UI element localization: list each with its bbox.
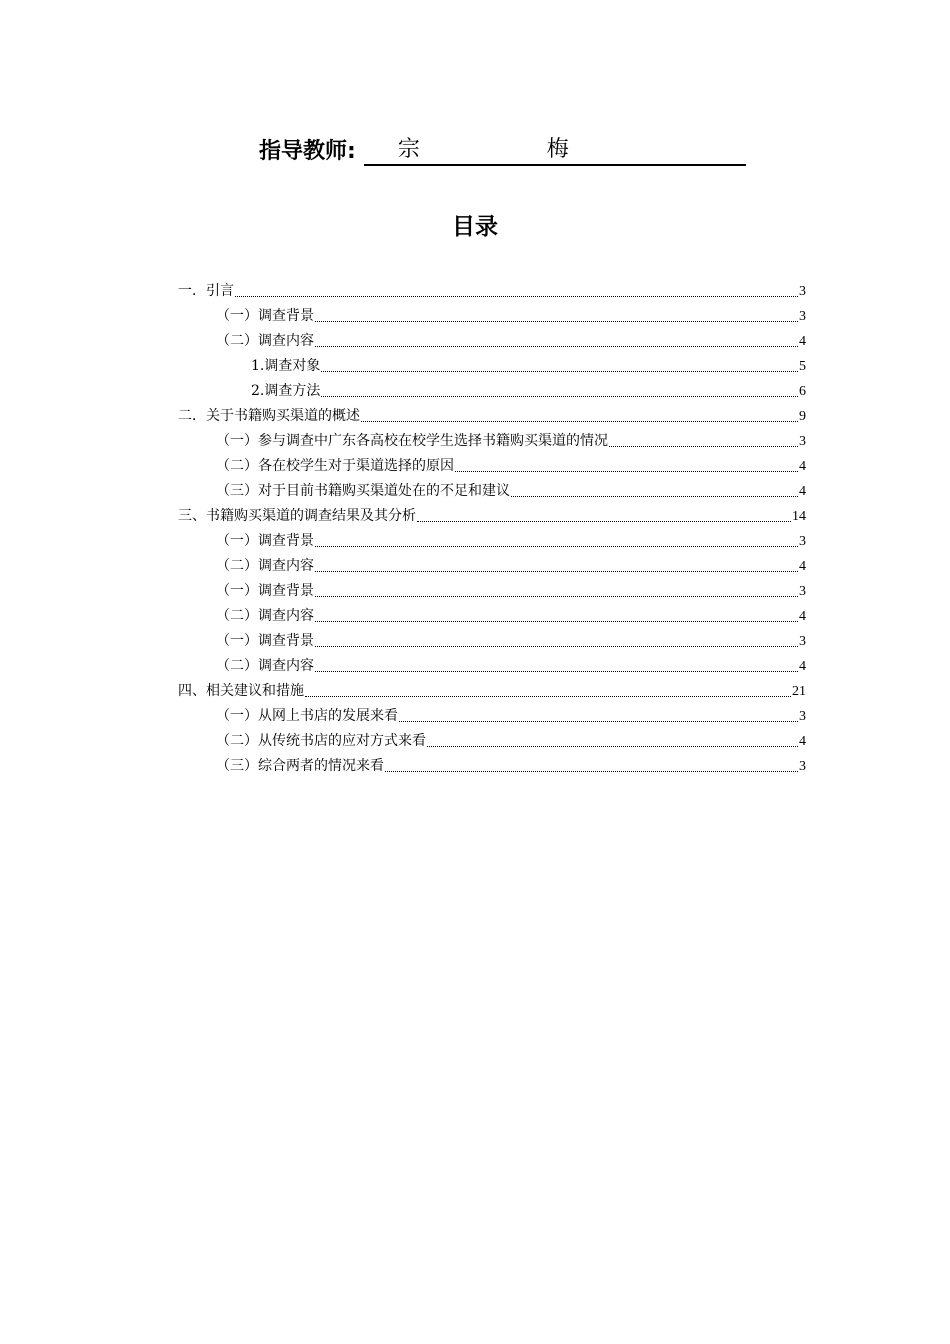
toc-entry[interactable] bbox=[178, 379, 806, 404]
toc-entry-page: 3 bbox=[799, 634, 806, 649]
toc-entry[interactable] bbox=[178, 629, 806, 654]
toc-entry[interactable] bbox=[178, 354, 806, 379]
toc-entry-title: （二）调查内容 bbox=[216, 333, 314, 349]
toc-entry-title: （一）参与调查中广东各高校在校学生选择书籍购买渠道的情况 bbox=[216, 433, 608, 449]
advisor-name-underline bbox=[364, 136, 746, 166]
toc-entry-title: （二）调查内容 bbox=[216, 658, 314, 674]
toc-entry[interactable] bbox=[178, 604, 806, 629]
toc-entry-title: （二）调查内容 bbox=[216, 608, 314, 624]
toc-entry-title: 一．引言 bbox=[178, 283, 234, 299]
toc-entry-page: 4 bbox=[799, 734, 806, 749]
toc-entry-title: 三、书籍购买渠道的调查结果及其分析 bbox=[178, 508, 416, 524]
toc-dot-leader bbox=[511, 495, 798, 497]
toc-entry-title: 四、相关建议和措施 bbox=[178, 683, 304, 699]
toc-dot-leader bbox=[315, 345, 798, 347]
toc-title: 目录 bbox=[452, 214, 498, 240]
toc-entry[interactable] bbox=[178, 704, 806, 729]
toc-dot-leader bbox=[315, 645, 798, 647]
toc-entry[interactable] bbox=[178, 479, 806, 504]
toc-entry[interactable] bbox=[178, 329, 806, 354]
toc-dot-leader bbox=[361, 420, 798, 422]
toc-entry-page: 4 bbox=[799, 459, 806, 474]
toc-entry-title: 2.调查方法 bbox=[251, 383, 321, 399]
toc-entry[interactable] bbox=[178, 654, 806, 679]
toc-entry-title: （一）调查背景 bbox=[216, 633, 314, 649]
toc-entry-page: 4 bbox=[799, 609, 806, 624]
toc-entry[interactable] bbox=[178, 729, 806, 754]
toc-dot-leader bbox=[455, 470, 798, 472]
toc-dot-leader bbox=[235, 295, 798, 297]
toc-dot-leader bbox=[315, 570, 798, 572]
advisor-line bbox=[259, 134, 746, 166]
toc-dot-leader bbox=[315, 545, 798, 547]
toc-entry[interactable] bbox=[178, 579, 806, 604]
toc-entry-title: （二）从传统书店的应对方式来看 bbox=[216, 733, 426, 749]
toc-dot-leader bbox=[321, 370, 798, 372]
toc-entry[interactable] bbox=[178, 679, 806, 704]
toc-dot-leader bbox=[315, 670, 798, 672]
toc-dot-leader bbox=[609, 445, 798, 447]
toc-entry[interactable] bbox=[178, 404, 806, 429]
toc-entry[interactable] bbox=[178, 279, 806, 304]
toc-entry-page: 3 bbox=[799, 709, 806, 724]
toc-entry-page: 9 bbox=[799, 409, 806, 424]
toc-dot-leader bbox=[417, 520, 791, 522]
toc-dot-leader bbox=[385, 770, 798, 772]
toc-entry-title: （三）综合两者的情况来看 bbox=[216, 758, 384, 774]
toc-dot-leader bbox=[305, 695, 791, 697]
toc-entry-title: （一）调查背景 bbox=[216, 533, 314, 549]
toc-entry[interactable] bbox=[178, 554, 806, 579]
toc-entry-page: 4 bbox=[799, 659, 806, 674]
toc-entry-page: 4 bbox=[799, 334, 806, 349]
toc-entry-page: 3 bbox=[799, 534, 806, 549]
toc-entry[interactable] bbox=[178, 504, 806, 529]
advisor-label: 指导教师: bbox=[259, 139, 356, 164]
toc-entry-title: 二．关于书籍购买渠道的概述 bbox=[178, 408, 360, 424]
toc-entry-page: 3 bbox=[799, 284, 806, 299]
toc-entry[interactable] bbox=[178, 529, 806, 554]
toc-dot-leader bbox=[399, 720, 798, 722]
toc-entry-page: 3 bbox=[799, 759, 806, 774]
advisor-name: 宗 梅 bbox=[397, 137, 629, 162]
toc-entry-title: （一）调查背景 bbox=[216, 583, 314, 599]
toc-entry-title: （三）对于目前书籍购买渠道处在的不足和建议 bbox=[216, 483, 510, 499]
toc-entry[interactable] bbox=[178, 304, 806, 329]
toc-entry-page: 4 bbox=[799, 559, 806, 574]
toc-dot-leader bbox=[315, 595, 798, 597]
toc-entry[interactable] bbox=[178, 429, 806, 454]
toc-entry-title: （一）从网上书店的发展来看 bbox=[216, 708, 398, 724]
toc-entry-page: 3 bbox=[799, 309, 806, 324]
toc-dot-leader bbox=[321, 395, 798, 397]
toc-entry-title: 1.调查对象 bbox=[251, 358, 321, 374]
toc-entry-title: （二）各在校学生对于渠道选择的原因 bbox=[216, 458, 454, 474]
toc-dot-leader bbox=[315, 320, 798, 322]
toc-entry-page: 3 bbox=[799, 584, 806, 599]
toc-entry-title: （二）调查内容 bbox=[216, 558, 314, 574]
toc-entry-page: 14 bbox=[792, 509, 806, 524]
toc-entry-page: 6 bbox=[799, 384, 806, 399]
table-of-contents bbox=[178, 279, 806, 779]
toc-dot-leader bbox=[427, 745, 798, 747]
toc-entry[interactable] bbox=[178, 454, 806, 479]
toc-entry[interactable] bbox=[178, 754, 806, 779]
toc-entry-page: 4 bbox=[799, 484, 806, 499]
toc-entry-page: 21 bbox=[792, 684, 806, 699]
toc-dot-leader bbox=[315, 620, 798, 622]
toc-entry-title: （一）调查背景 bbox=[216, 308, 314, 324]
toc-entry-page: 5 bbox=[799, 359, 806, 374]
toc-entry-page: 3 bbox=[799, 434, 806, 449]
